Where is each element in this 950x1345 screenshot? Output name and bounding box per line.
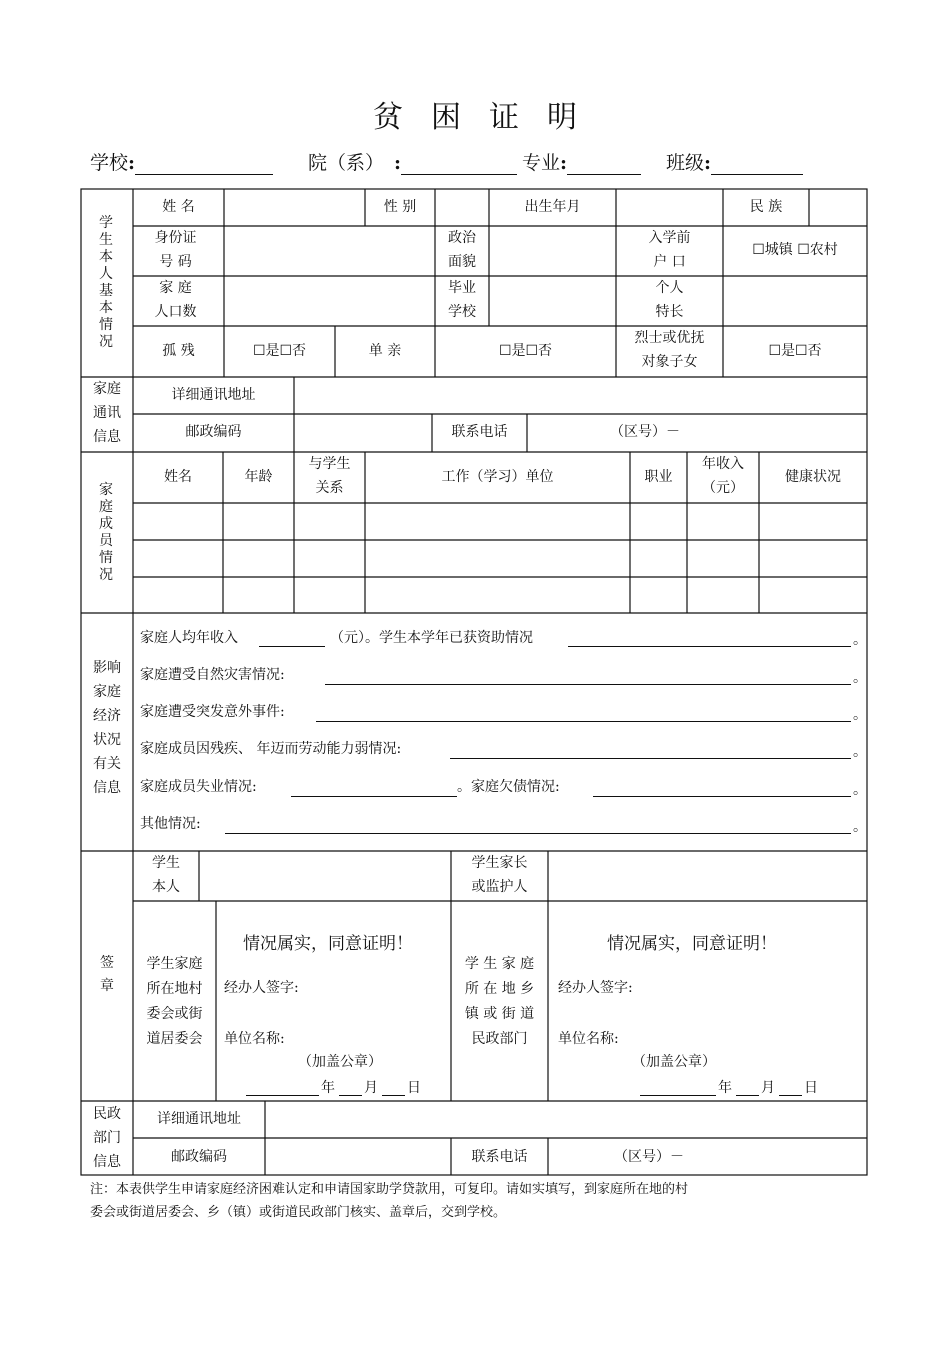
civil-postcode-label: 邮政编码 — [171, 1149, 227, 1165]
class-label: 班级 — [666, 152, 705, 174]
major-label: 专业 — [522, 152, 561, 174]
specialty-label: 个人 特长 — [655, 280, 684, 320]
dept-label: 院（系） — [308, 152, 385, 174]
postcode-label: 邮政编码 — [185, 424, 242, 440]
aid-input[interactable] — [568, 646, 851, 647]
parent-sign-label: 学生家长 或监护人 — [471, 855, 528, 895]
day-label: 日 — [407, 1080, 421, 1096]
footnote-line: 委会或街道居委会、乡（镇）或街道民政部门核实、盖章后，交到学校。 — [90, 1205, 507, 1220]
title-char: 证 — [489, 100, 519, 135]
orphan-label: 孤 残 — [162, 343, 195, 359]
month-label: 月 — [364, 1080, 378, 1096]
civil-address-label: 详细通讯地址 — [157, 1111, 241, 1127]
politic-label: 政治 面貌 — [448, 230, 476, 270]
period: 。 — [853, 744, 867, 760]
member-job-header: 职业 — [644, 469, 673, 485]
member-income-header: 年收入 （元） — [702, 456, 744, 496]
village-committee-label: 学生家庭 所在地村 委会或街 道居委会 — [146, 956, 203, 1047]
day-input-right[interactable] — [779, 1095, 802, 1096]
month-label: 月 — [761, 1080, 775, 1096]
civil-area-code-label: （区号）－ — [614, 1149, 684, 1165]
section-members-label: 家 庭 成 员 情 况 — [99, 482, 113, 583]
confirm-text-left: 情况属实，同意证明！ — [243, 934, 413, 954]
birth-label: 出生年月 — [524, 199, 581, 215]
civil-dept-label: 学 生 家 庭 所 在 地 乡 镇 或 街 道 民政部门 — [464, 956, 535, 1047]
section-economy-label: 影响 家庭 经济 状况 有关 信息 — [93, 660, 121, 796]
member-age-header: 年龄 — [244, 469, 273, 485]
period: 。 — [853, 782, 867, 798]
period: 。 — [853, 670, 867, 686]
hukou-label: 入学前 户 口 — [648, 230, 691, 270]
year-label: 年 — [718, 1080, 732, 1096]
disability-input[interactable] — [450, 758, 851, 759]
hukou-options[interactable]: ☐城镇 ☐农村 — [752, 242, 838, 258]
year-label: 年 — [321, 1080, 335, 1096]
section-basic-label: 学 生 本 人 基 本 情 况 — [99, 215, 113, 350]
single-parent-label: 单 亲 — [368, 343, 402, 359]
period: 。 — [853, 707, 867, 723]
title-char: 明 — [547, 100, 577, 135]
footnote-line: 注：本表供学生申请家庭经济困难认定和申请国家助学贷款用，可复印。请如实填写，到家庭所在地的村 — [90, 1182, 689, 1197]
disaster-label: 家庭遭受自然灾害情况: — [140, 667, 285, 683]
section-contact-label: 家庭 通讯 信息 — [93, 381, 121, 445]
aid-label: （元）。学生本学年已获资助情况 — [330, 630, 533, 646]
accident-input[interactable] — [316, 721, 851, 722]
colon: : — [128, 152, 136, 174]
other-label: 其他情况: — [140, 816, 201, 832]
civil-phone-label: 联系电话 — [471, 1149, 528, 1165]
martyr-options[interactable]: ☐是☐否 — [768, 343, 822, 359]
colon: : — [394, 152, 402, 174]
month-input-right[interactable] — [736, 1095, 759, 1096]
handler-sign-right: 经办人签字: — [558, 980, 633, 996]
day-input-left[interactable] — [382, 1095, 405, 1096]
martyr-label: 烈士或优抚 对象子女 — [634, 330, 705, 370]
member-name-header: 姓名 — [164, 469, 192, 485]
unemployment-input[interactable] — [291, 796, 457, 797]
title-char: 困 — [431, 100, 461, 135]
title-char: 贫 — [373, 100, 403, 135]
address-label: 详细通讯地址 — [171, 387, 256, 403]
family-count-label: 家 庭 人口数 — [154, 280, 197, 320]
disaster-input[interactable] — [325, 684, 851, 685]
income-per-capita-label: 家庭人均年收入 — [140, 630, 238, 646]
colon: : — [560, 152, 568, 174]
member-health-header: 健康状况 — [785, 469, 841, 485]
single-parent-options[interactable]: ☐是☐否 — [498, 343, 553, 359]
gender-label: 性 别 — [383, 199, 417, 215]
unemployment-label: 家庭成员失业情况: — [140, 779, 257, 795]
phone-label: 联系电话 — [451, 424, 508, 440]
stamp-right: （加盖公章） — [632, 1054, 716, 1070]
footnote — [90, 1178, 688, 1224]
section-civil-label: 民政 部门 信息 — [93, 1106, 121, 1170]
id-label: 身份证 号 码 — [154, 230, 197, 270]
orphan-options[interactable]: ☐是☐否 — [252, 343, 307, 359]
day-label: 日 — [804, 1080, 818, 1096]
name-label: 姓 名 — [162, 199, 195, 215]
disability-label: 家庭成员因残疾、 年迈而劳动能力弱情况: — [140, 741, 402, 757]
debt-label: 。家庭欠债情况: — [457, 779, 560, 795]
debt-input[interactable] — [593, 796, 851, 797]
member-unit-header: 工作（学习）单位 — [441, 469, 554, 485]
other-input[interactable] — [225, 833, 851, 834]
unit-name-left: 单位名称: — [224, 1031, 285, 1047]
grad-school-label: 毕业 学校 — [448, 280, 476, 320]
handler-sign-left: 经办人签字: — [224, 980, 299, 996]
ethnic-label: 民 族 — [749, 199, 783, 215]
year-input-right[interactable] — [640, 1095, 716, 1096]
period: 。 — [853, 632, 867, 648]
school-label: 学校 — [90, 152, 129, 174]
colon: : — [704, 152, 712, 174]
month-input-left[interactable] — [339, 1095, 362, 1096]
confirm-text-right: 情况属实，同意证明！ — [607, 934, 777, 954]
stamp-left: （加盖公章） — [298, 1054, 382, 1070]
student-sign-label: 学生 本人 — [152, 855, 180, 895]
unit-name-right: 单位名称: — [558, 1031, 619, 1047]
year-input-left[interactable] — [246, 1095, 319, 1096]
income-per-capita-input[interactable] — [259, 646, 325, 647]
period: 。 — [853, 819, 867, 835]
accident-label: 家庭遭受突发意外事件: — [140, 704, 285, 720]
section-seal-label: 签 章 — [100, 955, 114, 994]
member-relation-header: 与学生 关系 — [308, 456, 351, 496]
area-code-label: （区号）－ — [610, 424, 680, 440]
